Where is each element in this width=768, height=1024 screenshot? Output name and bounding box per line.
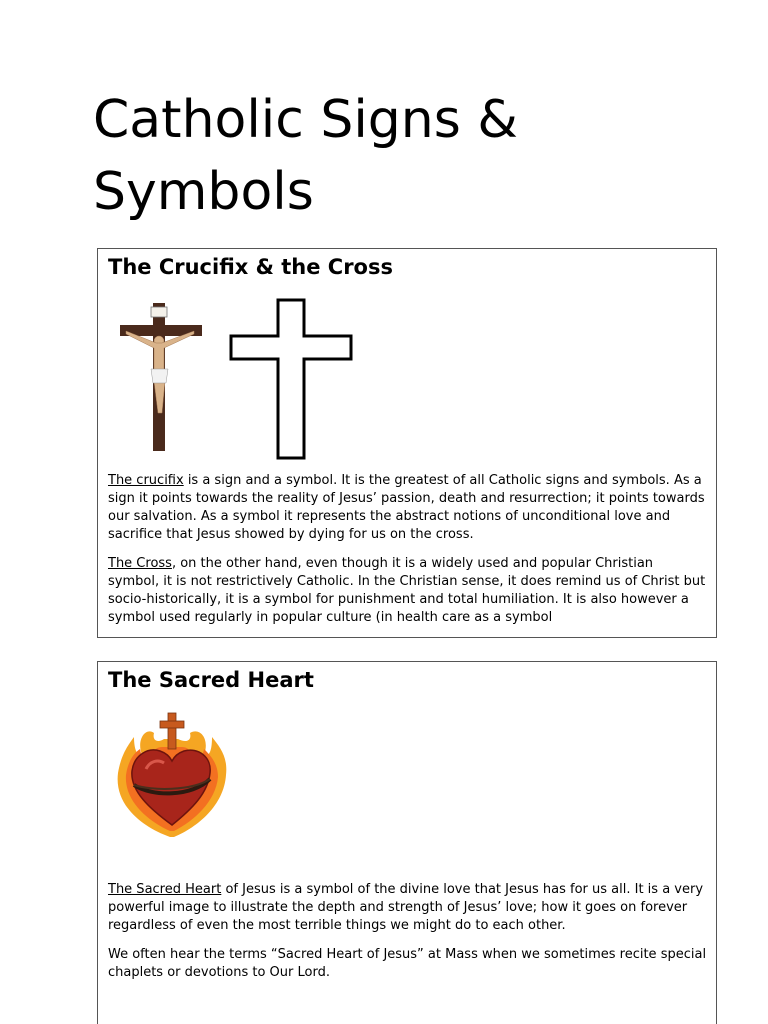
paragraph-text: , on the other hand, even though it is a widely used and popular Christian symbol, it is not restrictively Catholic. In the Christian sense, it does remind us of Christ but socio-historically, it is a symbol for punishment and total humiliation. It is also however a symbol used regularly in popular culture (in health care as a symbol — [108, 556, 706, 625]
paragraph-text: of Jesus is a symbol of the divine love that Jesus has for us all. It is a very powerful image to illustrate the depth and strength of Jesus’ love; how it goes on forever regardless of even the most terrible things we might do to each other. — [108, 882, 704, 933]
section-sacred-heart-text — [108, 881, 708, 993]
section-crucifix — [97, 248, 717, 638]
term-cross: The Cross — [108, 556, 172, 571]
paragraph-text: is a sign and a symbol. It is the greatest of all Catholic signs and symbols. As a sign it points towards the reality of Jesus’ passion, death and resurrection; it points towards our salvation. As a symbol it represents the abstract notions of unconditional love and sacrifice that Jesus showed by dying for us on the cross. — [108, 473, 705, 542]
term-crucifix: The crucifix — [108, 473, 184, 488]
crucifix-image — [118, 301, 204, 457]
paragraph — [108, 472, 708, 544]
sacred-heart-image — [112, 709, 232, 845]
paragraph — [108, 946, 708, 982]
page-title-line2: Symbols — [93, 162, 314, 222]
page-title — [93, 84, 713, 228]
term-sacred-heart: The Sacred Heart — [108, 882, 222, 897]
section-crucifix-text — [108, 472, 708, 638]
paragraph-text: We often hear the terms “Sacred Heart of Jesus” at Mass when we sometimes recite special chaplets or devotions to Our Lord. — [108, 947, 707, 980]
paragraph — [108, 555, 708, 627]
paragraph — [108, 881, 708, 935]
section-heading: The Crucifix & the Cross — [108, 255, 393, 279]
section-heading: The Sacred Heart — [108, 668, 314, 692]
page-title-line1: Catholic Signs & — [93, 90, 518, 150]
section-sacred-heart — [97, 661, 717, 1024]
cross-outline-image — [229, 298, 353, 464]
